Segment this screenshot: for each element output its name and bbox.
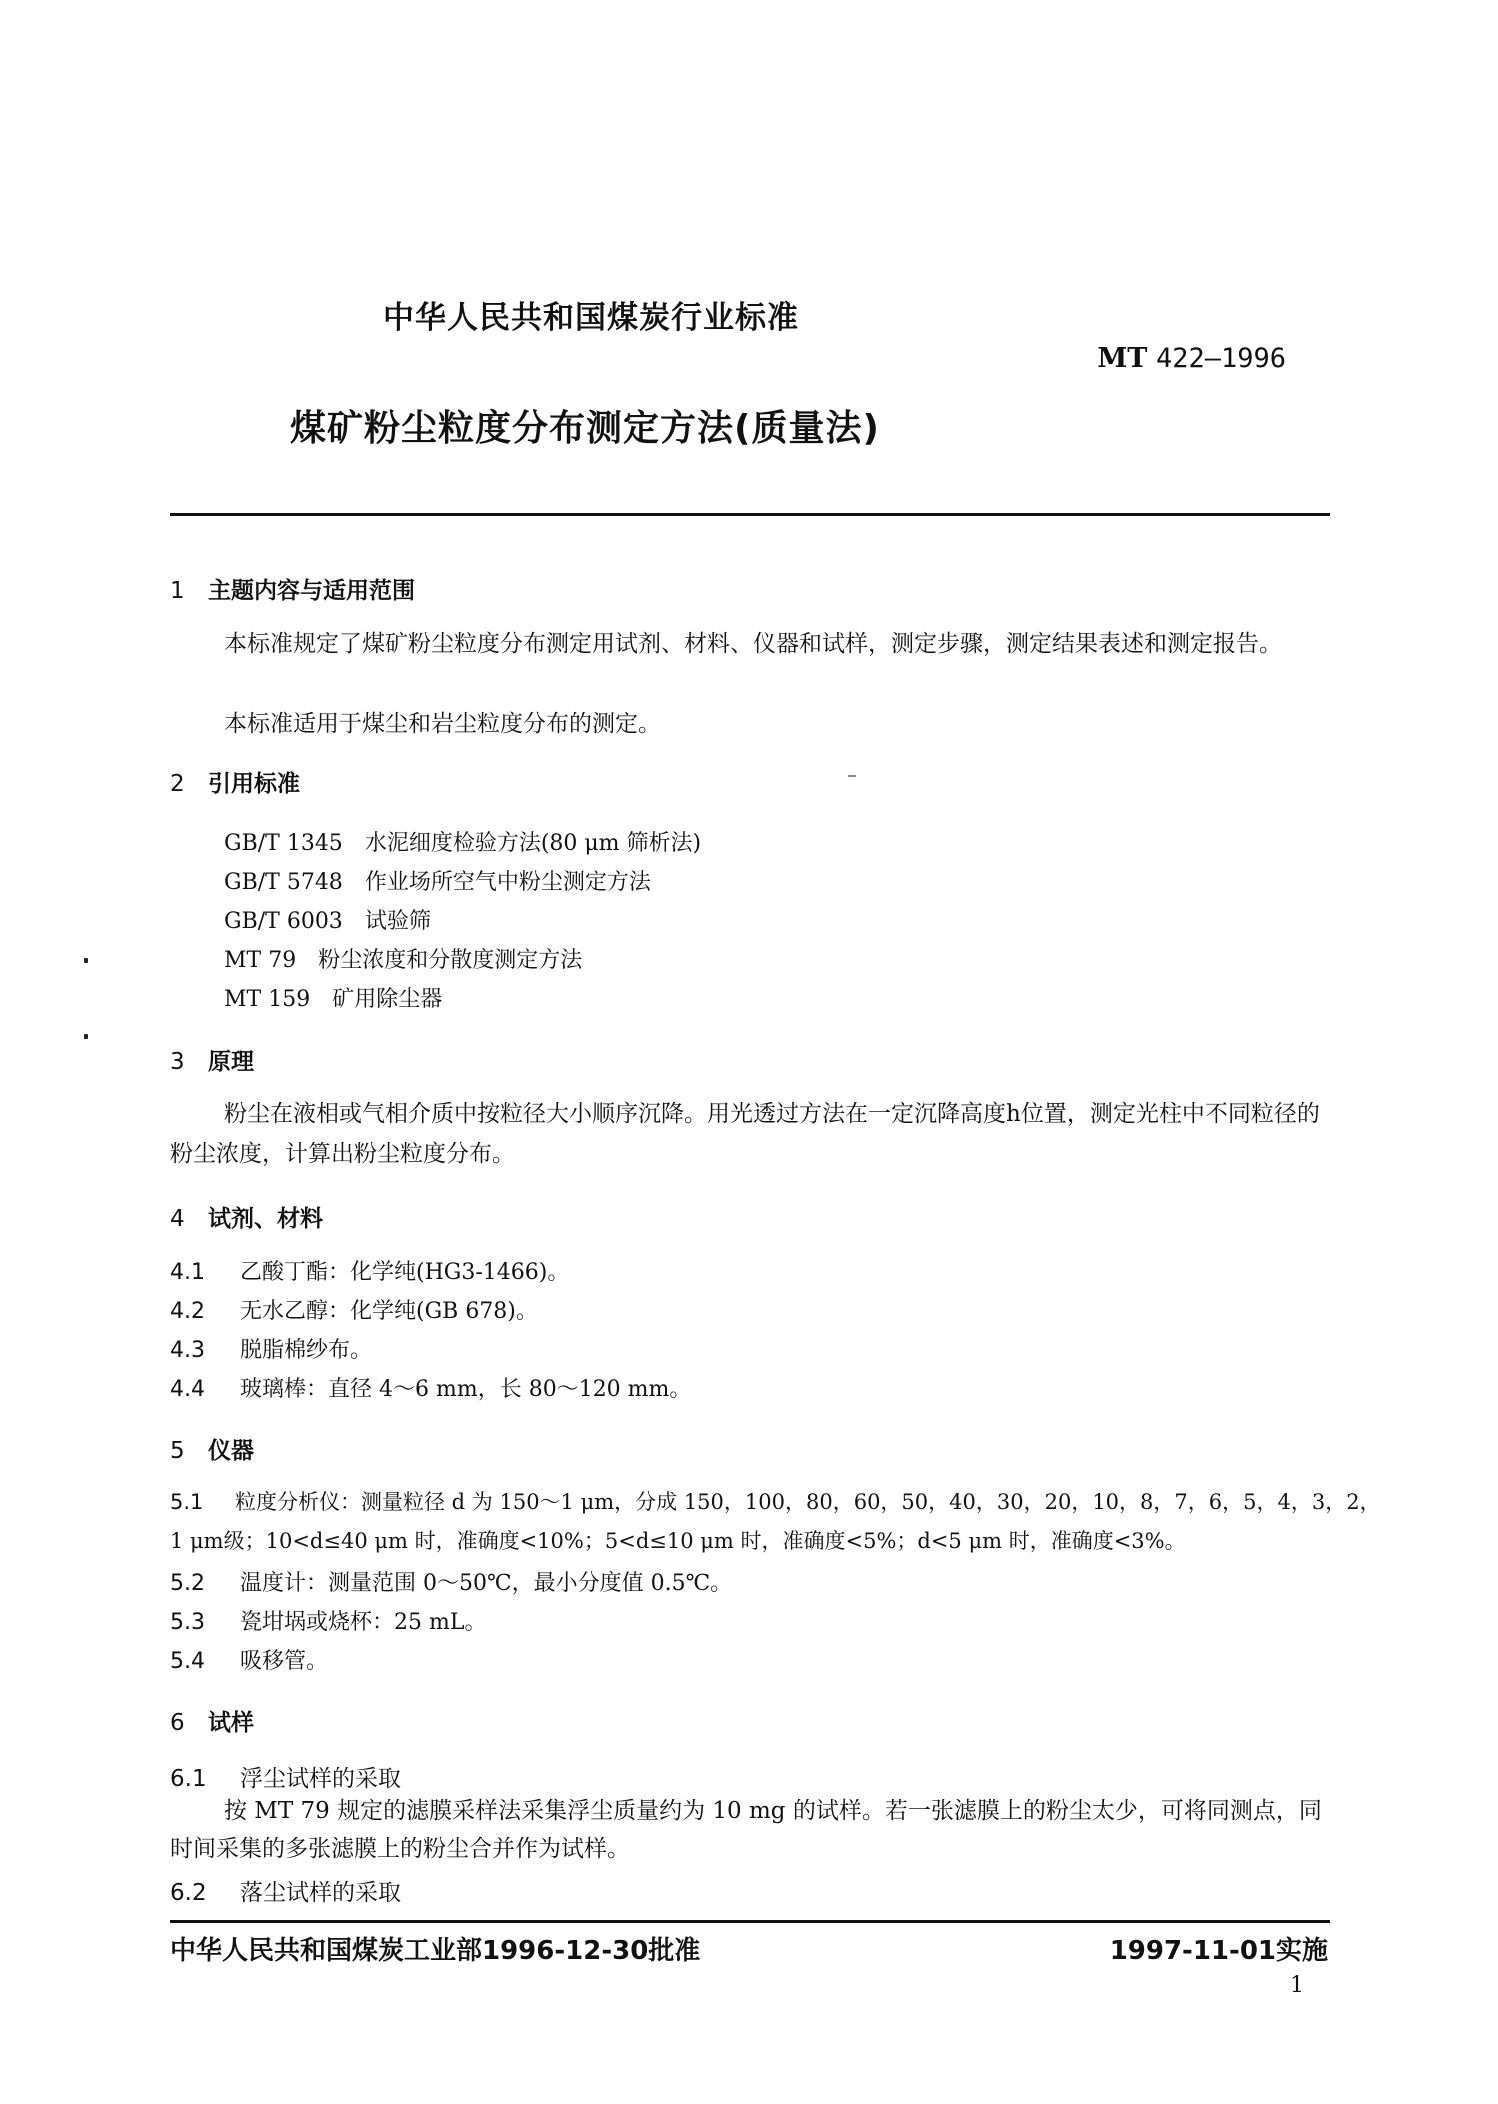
- org-title: 中华人民共和国煤炭行业标准: [383, 300, 799, 336]
- list-item: [170, 1372, 691, 1403]
- subsection-title: 浮尘试样的采取: [240, 1766, 401, 1792]
- reference-item: [224, 982, 442, 1013]
- reference-item: [224, 826, 701, 857]
- section-4-title: 试剂、材料: [208, 1206, 323, 1232]
- reference-code: GB/T 1345: [224, 831, 343, 856]
- reference-title: 试验筛: [364, 909, 431, 934]
- list-item: [170, 1644, 328, 1675]
- list-item: [170, 1333, 372, 1364]
- reference-title: 粉尘浓度和分散度测定方法: [318, 948, 583, 973]
- section-5-heading: [170, 1432, 254, 1465]
- item-number: 4.1: [170, 1260, 205, 1285]
- section-1-heading: [170, 572, 415, 605]
- item-text: 温度计：测量范围 0～50℃，最小分度值 0.5℃。: [240, 1571, 733, 1596]
- standard-code: [1097, 343, 1286, 374]
- section-6-number: 6: [170, 1710, 185, 1736]
- item-text: 瓷坩埚或烧杯：25 mL。: [240, 1610, 487, 1635]
- section-4-heading: [170, 1200, 323, 1233]
- item-text: 吸移管。: [240, 1649, 329, 1674]
- section-6-title: 试样: [208, 1710, 254, 1736]
- reference-item: [224, 904, 431, 935]
- section-3-number: 3: [170, 1049, 185, 1075]
- reference-item: [224, 943, 582, 974]
- page-number: 1: [1290, 1973, 1304, 1998]
- section-5-number: 5: [170, 1438, 185, 1464]
- subsection-title: 落尘试样的采取: [240, 1880, 401, 1906]
- scan-speck: [848, 775, 856, 777]
- list-item: [170, 1605, 486, 1636]
- section-2-title: 引用标准: [208, 771, 300, 797]
- subsection-number: 6.1: [170, 1766, 207, 1792]
- list-item: [170, 1486, 1381, 1516]
- item-text: 玻璃棒：直径 4～6 mm，长 80～120 mm。: [240, 1377, 692, 1402]
- reference-title: 矿用除尘器: [332, 987, 443, 1012]
- document-title: 煤矿粉尘粒度分布测定方法(质量法): [290, 408, 880, 449]
- reference-item: [224, 865, 651, 896]
- section-1-number: 1: [170, 578, 185, 604]
- item-number: 5.3: [170, 1610, 205, 1635]
- bottom-rule: [170, 1920, 1330, 1923]
- scan-speck: [84, 958, 88, 963]
- subsection-number: 6.2: [170, 1880, 207, 1906]
- reference-code: GB/T 5748: [224, 870, 343, 895]
- subsection-6-1-heading: [170, 1760, 401, 1793]
- item-number: 4.3: [170, 1338, 205, 1363]
- scan-speck: [84, 1034, 88, 1039]
- effective-date: 1997-11-01实施: [1109, 1936, 1328, 1966]
- item-number: 5.4: [170, 1649, 205, 1674]
- item-text: 无水乙醇：化学纯(GB 678)。: [240, 1299, 538, 1324]
- section-6-heading: [170, 1704, 254, 1737]
- subsection-6-1-paragraph: 按 MT 79 规定的滤膜采样法采集浮尘质量约为 10 mg 的试样。若一张滤膜上的粉尘太少，可将同测点，同时间采集的多张滤膜上的粉尘合并作为试样。: [170, 1798, 1322, 1862]
- item-text-line-1: 粒度分析仪：测量粒径 d 为 150～1 μm，分成 150，100，80，60，50，40，30，20，10，8，7，6，5，4，3，2，: [235, 1490, 1381, 1514]
- list-item: [170, 1255, 569, 1286]
- item-text: 脱脂棉纱布。: [240, 1338, 373, 1363]
- section-2-number: 2: [170, 771, 185, 797]
- list-item: [170, 1566, 732, 1597]
- item-text-line-2: 1 μm级；10<d≤40 μm 时，准确度<10%；5<d≤10 μm 时，准确度<5%；d<5 μm 时，准确度<3%。: [170, 1529, 1186, 1553]
- list-item: [170, 1294, 538, 1325]
- top-rule: [170, 513, 1330, 516]
- reference-title: 水泥细度检验方法(80 μm 筛析法): [364, 831, 702, 856]
- subsection-6-2-heading: [170, 1874, 401, 1907]
- reference-code: GB/T 6003: [224, 909, 343, 934]
- standard-code-prefix: MT: [1097, 343, 1148, 374]
- section-3-paragraph: 粉尘在液相或气相介质中按粒径大小顺序沉降。用光透过方法在一定沉降高度h位置，测定光柱中不同粒径的粉尘浓度，计算出粉尘粒度分布。: [170, 1101, 1320, 1167]
- section-2-heading: [170, 765, 300, 798]
- section-4-number: 4: [170, 1206, 185, 1232]
- reference-title: 作业场所空气中粉尘测定方法: [364, 870, 651, 895]
- section-3-title: 原理: [208, 1049, 254, 1075]
- item-number: 5.2: [170, 1571, 205, 1596]
- section-1-paragraph-1: 本标准规定了煤矿粉尘粒度分布测定用试剂、材料、仪器和试样，测定步骤，测定结果表述和测定报告。: [224, 631, 1282, 657]
- reference-code: MT 79: [224, 948, 297, 973]
- reference-code: MT 159: [224, 987, 311, 1012]
- item-number: 5.1: [170, 1490, 204, 1514]
- section-1-title: 主题内容与适用范围: [208, 578, 415, 604]
- standard-code-number: 422—1996: [1155, 343, 1286, 374]
- section-1-paragraph-2: 本标准适用于煤尘和岩尘粒度分布的测定。: [224, 711, 661, 737]
- item-text: 乙酸丁酯：化学纯(HG3-1466)。: [240, 1260, 570, 1285]
- item-number: 4.4: [170, 1377, 205, 1402]
- section-5-title: 仪器: [208, 1438, 254, 1464]
- item-number: 4.2: [170, 1299, 205, 1324]
- section-3-heading: [170, 1043, 254, 1076]
- approval-line: 中华人民共和国煤炭工业部1996-12-30批准: [170, 1936, 701, 1966]
